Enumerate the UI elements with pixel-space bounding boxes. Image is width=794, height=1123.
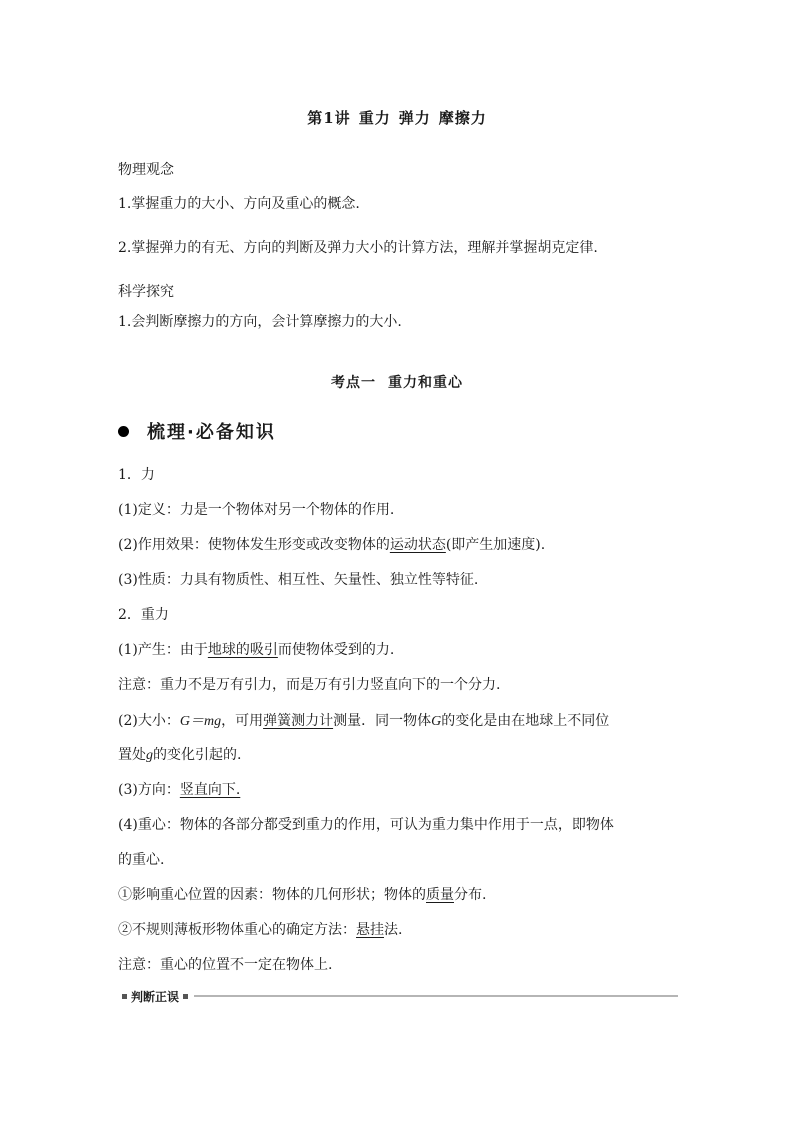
concept-item-2: 2.掌握弹力的有无、方向的判断及弹力大小的计算方法，理解并掌握胡克定律. xyxy=(118,240,598,256)
gravity-center-line-1: (4)重心：物体的各部分都受到重力的作用，可认为重力集中作用于一点，即物体 xyxy=(118,817,614,833)
judge-label: 判断正误 xyxy=(131,989,180,1004)
kaodian-topic: 重力和重心 xyxy=(388,375,463,391)
force-title: 1．力 xyxy=(118,467,155,483)
underlined-term: 质量 xyxy=(426,887,454,903)
square-icon xyxy=(183,994,188,999)
gravity-factor: ①影响重心位置的因素：物体的几何形状；物体的质量分布. xyxy=(118,887,487,903)
gravity-size-line-2: 置处g的变化引起的. xyxy=(118,747,242,763)
section-heading xyxy=(118,418,276,444)
underlined-term: 竖直向下. xyxy=(179,782,241,798)
title-lecture-number: 第1讲 xyxy=(307,109,351,127)
gravity-method: ②不规则薄板形物体重心的确定方法：悬挂法. xyxy=(118,922,403,938)
gravity-direction: (3)方向：竖直向下. xyxy=(118,782,241,798)
judge-divider xyxy=(118,989,678,1003)
kaodian-title xyxy=(0,372,794,392)
underlined-term: 弹簧测力计 xyxy=(263,713,334,729)
title-topic-elastic: 弹力 xyxy=(398,109,431,127)
underlined-term: 悬挂 xyxy=(356,922,384,938)
gravity-title: 2．重力 xyxy=(118,607,169,623)
underlined-term: 地球的吸引 xyxy=(207,642,278,658)
bullet-icon xyxy=(118,426,129,437)
gravity-center-line-2: 的重心. xyxy=(118,852,165,868)
title-topic-gravity: 重力 xyxy=(358,109,391,127)
force-effect: (2)作用效果：使物体发生形变或改变物体的运动状态(即产生加速度). xyxy=(118,537,546,553)
square-icon xyxy=(122,994,127,999)
divider-rule xyxy=(194,995,678,997)
concept-heading: 物理观念 xyxy=(118,162,174,178)
concept-item-1: 1.掌握重力的大小、方向及重心的概念. xyxy=(118,196,360,212)
gravity-size: (2)大小：G＝mg，可用弹簧测力计测量．同一物体G的变化是由在地球上不同位 xyxy=(118,713,610,729)
force-nature: (3)性质：力具有物质性、相互性、矢量性、独立性等特征. xyxy=(118,572,479,588)
inquiry-item-1: 1.会判断摩擦力的方向，会计算摩擦力的大小. xyxy=(118,314,402,330)
section-heading-text: 梳理·必备知识 xyxy=(147,422,276,443)
formula: G＝mg xyxy=(179,714,222,729)
lecture-title xyxy=(0,107,794,128)
kaodian-number: 考点一 xyxy=(331,375,376,391)
inquiry-heading: 科学探究 xyxy=(118,284,174,300)
title-topic-friction: 摩擦力 xyxy=(438,109,487,127)
gravity-note-1: 注意：重力不是万有引力，而是万有引力竖直向下的一个分力. xyxy=(118,677,501,693)
force-definition: (1)定义：力是一个物体对另一个物体的作用. xyxy=(118,502,395,518)
gravity-origin: (1)产生：由于地球的吸引而使物体受到的力. xyxy=(118,642,395,658)
underlined-term: 运动状态 xyxy=(389,537,446,553)
gravity-note-2: 注意：重心的位置不一定在物体上. xyxy=(118,957,333,973)
